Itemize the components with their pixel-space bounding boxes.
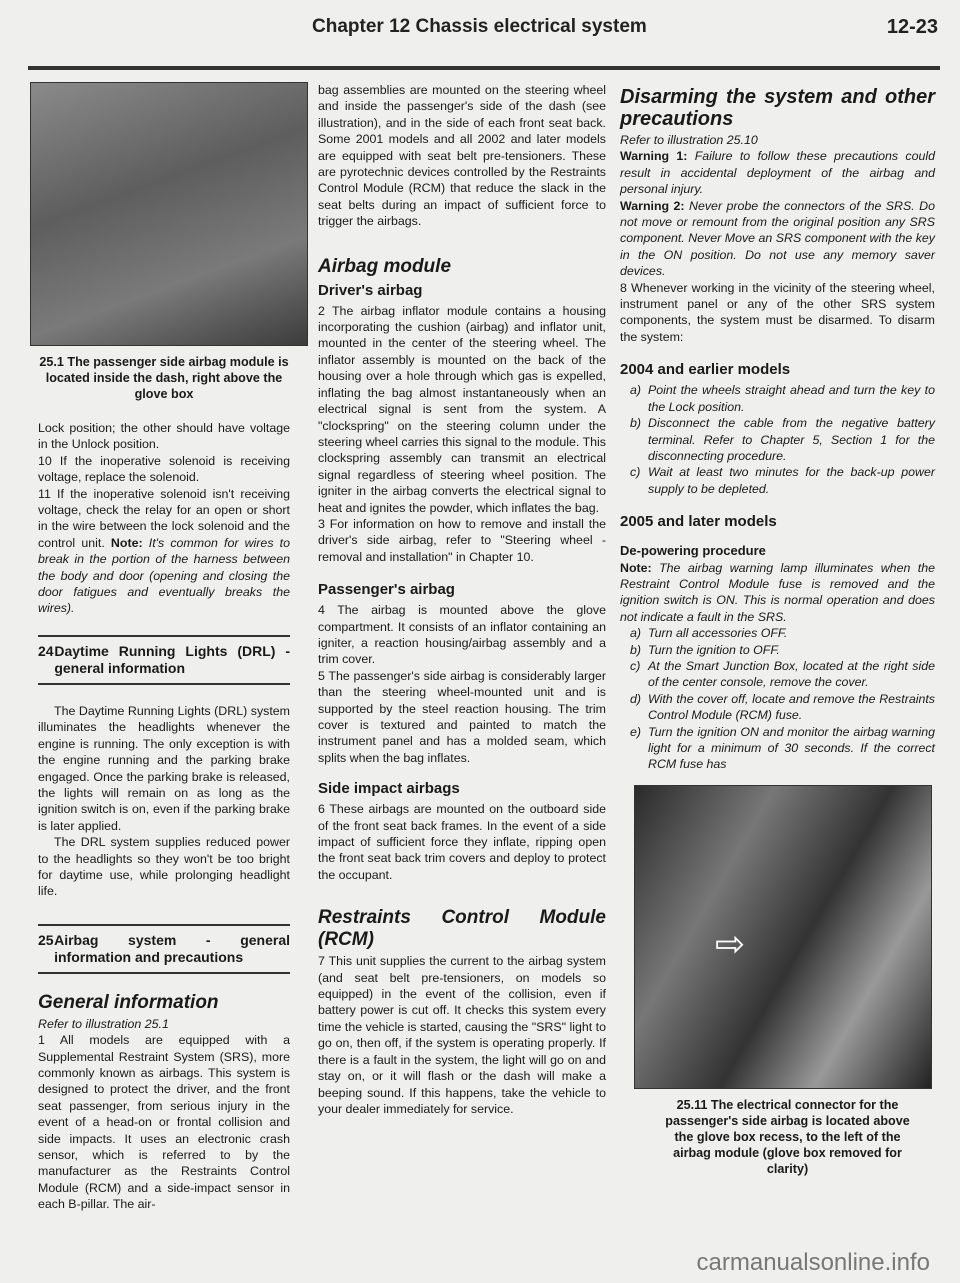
warning	[620, 198, 935, 280]
page-number: 12-23	[886, 16, 938, 38]
section-title: Daytime Running Lights (DRL) - general information	[54, 642, 290, 676]
paragraph: 7 This unit supplies the current to the airbag system (and seat belt pre-tensioners, on models so equipped) in the event of the collision, even if battery power is cut off. It checks this system every time the vehicle is started, causing the "SRS" light to go on, then off, if the system is operating properly. If there is a fault in the system, the light will go on and stay on, or it will flash or the dash will make a beeping sound. If this happens, take the vehicle to your dealer immediately for service.	[318, 954, 606, 1116]
subheading: Side impact airbags	[318, 780, 460, 798]
step-list	[620, 625, 935, 773]
warning	[620, 148, 935, 197]
note-text: It's common for wires to break in the portion of the harness between the body and door (opening and closing the door fatigues and eventually breaks the wires).	[38, 535, 290, 616]
list-step	[620, 658, 935, 691]
subheading: Passenger's airbag	[318, 581, 455, 599]
step-letter: b)	[630, 642, 642, 657]
list-step	[620, 464, 935, 497]
step-letter: a)	[630, 626, 642, 641]
list-step	[620, 625, 935, 641]
subheading: General information	[38, 991, 219, 1013]
note-label: Note:	[620, 560, 652, 575]
step-letter: b)	[630, 416, 642, 431]
paragraph: bag assemblies are mounted on the steering wheel and inside the passenger's side of the dash (see illustration), and in the side of each front seat back. Some 2001 models and all 2002 and later models are equipped with seat belt pre-tensioners. These are pyrotechnic devices controlled by the Restraints Control Module (RCM) that reduce the slack in the seat belts during an impact of sufficient force to trigger the airbags.	[318, 83, 606, 229]
note	[620, 560, 935, 626]
subheading: Restraints Control Module (RCM)	[318, 907, 606, 951]
step-letter: a)	[630, 383, 642, 398]
column-middle	[318, 82, 606, 1117]
paragraph: The DRL system supplies reduced power to the headlights so they won't be too bright for daytime use, while prolonging headlight life.	[38, 835, 290, 899]
step-text: Wait at least two minutes for the back-up power supply to be depleted.	[648, 465, 935, 496]
chapter-title: Chapter 12 Chassis electrical system	[312, 16, 647, 37]
watermark: carmanualsonline.info	[696, 1249, 930, 1276]
step-text: With the cover off, locate and remove the Restraints Control Module (RCM) fuse.	[648, 691, 935, 723]
list-step	[620, 382, 935, 415]
section-title: Airbag system - general information and precautions	[54, 931, 290, 965]
paragraph: 5 The passenger's side airbag is considerably larger than the steering wheel-mounted unit and is supported by the steel reaction housing. The trim cover is textured and painted to match the instrument panel and has a molded seam, which splits when the bag inflates.	[318, 668, 606, 765]
subheading: Airbag module	[318, 255, 452, 277]
paragraph: 1 All models are equipped with a Supplemental Restraint System (SRS), more commonly known as airbags. This system is designed to protect the driver, and the front seat passenger, from serious injury in the event of a head-on or frontal collision and side impacts. It uses an electronic crash sensor, which is referred to by the manufacturer as the Restraints Control Module (RCM) and a side-impact sensor in each B-pillar. The air-	[38, 1033, 290, 1212]
arrow-icon: ⇨	[715, 922, 746, 964]
step-text: Point the wheels straight ahead and turn the key to the Lock position.	[648, 383, 935, 414]
step-letter: d)	[630, 691, 642, 706]
subheading: 2004 and earlier models	[620, 361, 791, 379]
step-letter: c)	[630, 658, 641, 673]
warning-text: Never probe the connectors of the SRS. Do not move or remount from the original position any SRS component. Never Move an SRS component with the key in the ON position. Do not use any memory saver devices.	[620, 198, 935, 279]
column-left	[38, 82, 290, 1213]
column-right	[620, 86, 935, 1187]
text: 11 If the inoperative solenoid isn't receiving voltage, check the relay for an open or short in the wire between the lock solenoid and the control unit.	[38, 486, 290, 550]
paragraph: Lock position; the other should have voltage in the Unlock position.	[38, 421, 290, 452]
step-list	[620, 382, 935, 497]
step-letter: c)	[630, 465, 641, 480]
step-text: Turn all accessories OFF.	[648, 626, 788, 641]
step-letter: e)	[630, 724, 642, 739]
section-number: 25	[38, 931, 54, 948]
step-text: At the Smart Junction Box, located at the right side of the center console, remove the cover.	[648, 658, 935, 690]
illustration-ref: Refer to illustration 25.1	[38, 1016, 169, 1031]
figure-caption: 25.11 The electrical connector for the passenger's side airbag is located above the glove box recess, to the left of the airbag module (glove box removed for clarity)	[665, 1097, 910, 1176]
paragraph: 4 The airbag is mounted above the glove compartment. It consists of an inflator containing an igniter, a reaction housing/airbag assembly and a trim cover.	[318, 603, 606, 667]
paragraph: 10 If the inoperative solenoid is receiving voltage, replace the solenoid.	[38, 453, 290, 485]
page-header	[0, 12, 960, 42]
step-text: Disconnect the cable from the negative battery terminal. Refer to Chapter 5, Section 1 for the disconnecting procedure.	[648, 416, 935, 463]
note-label: Note:	[110, 535, 143, 550]
paragraph: The Daytime Running Lights (DRL) system illuminates the headlights whenever the engine is running. The only exception is with the engine running and the parking brake engaged. Once the parking brake is released, the lights will remain on as long as the ignition switch is on, even if the parking brake is later applied.	[38, 703, 290, 833]
warning-text: Failure to follow these precautions could result in accidental deployment of the airbag and personal injury.	[620, 149, 936, 197]
warning-label: Warning 2:	[620, 198, 685, 213]
step-text: Turn the ignition ON and monitor the airbag warning light for a minimum of 30 seconds. If the correct RCM fuse has	[648, 724, 935, 772]
illustration-ref: Refer to illustration 25.10	[620, 133, 758, 147]
paragraph: 3 For information on how to remove and install the driver's side airbag, refer to "Steering wheel - removal and installation" in Chapter 10.	[318, 516, 606, 564]
paragraph: 2 The airbag inflator module contains a housing incorporating the cushion (airbag) and inflator unit, mounted in the center of the steering wheel. The inflator assembly is mounted on the back of the housing over a hole through which gas is expelled, inflating the bag almost instantaneously when an electrical signal is sent from the system. A "clockspring" on the steering column under the steering wheel carries this signal to the module. This clockspring assembly can transmit an electrical signal regardless of steering wheel position. The igniter in the airbag converts the electrical signal to heat and ignites the powder, which inflates the bag.	[318, 303, 606, 515]
subheading: Disarming the system and other precautions	[620, 86, 935, 130]
paragraph: 8 Whenever working in the vicinity of the steering wheel, instrument panel or any of the other SRS system components, the system must be disarmed. To disarm the system:	[620, 280, 935, 344]
note-text: The airbag warning lamp illuminates when the Restraint Control Module fuse is removed and the ignition switch is ON. This is normal operation and does not indicate a fault in the SRS.	[620, 560, 935, 624]
warning-label: Warning 1:	[620, 149, 688, 164]
subheading: Driver's airbag	[318, 281, 423, 299]
paragraph	[38, 486, 290, 617]
figure-caption: 25.1 The passenger side airbag module is located inside the dash, right above the glove box	[39, 355, 289, 401]
subheading: 2005 and later models	[620, 513, 777, 531]
header-rule	[28, 66, 940, 70]
section-heading-24	[38, 635, 290, 685]
airbag-module-photo	[30, 82, 308, 346]
list-step	[620, 724, 935, 773]
subheading: De-powering procedure	[620, 543, 766, 559]
section-number: 24	[38, 642, 54, 659]
list-step	[620, 642, 935, 658]
step-text: Turn the ignition to OFF.	[648, 642, 780, 657]
list-step	[620, 415, 935, 464]
section-heading-25	[38, 924, 290, 974]
list-step	[620, 691, 935, 724]
paragraph: 6 These airbags are mounted on the outboard side of the front seat back frames. In the event of a side impact of sufficient force they inflate, ripping open the front seat back trim covers and deploy to protect the occupant.	[318, 802, 606, 882]
electrical-connector-photo	[634, 785, 932, 1089]
